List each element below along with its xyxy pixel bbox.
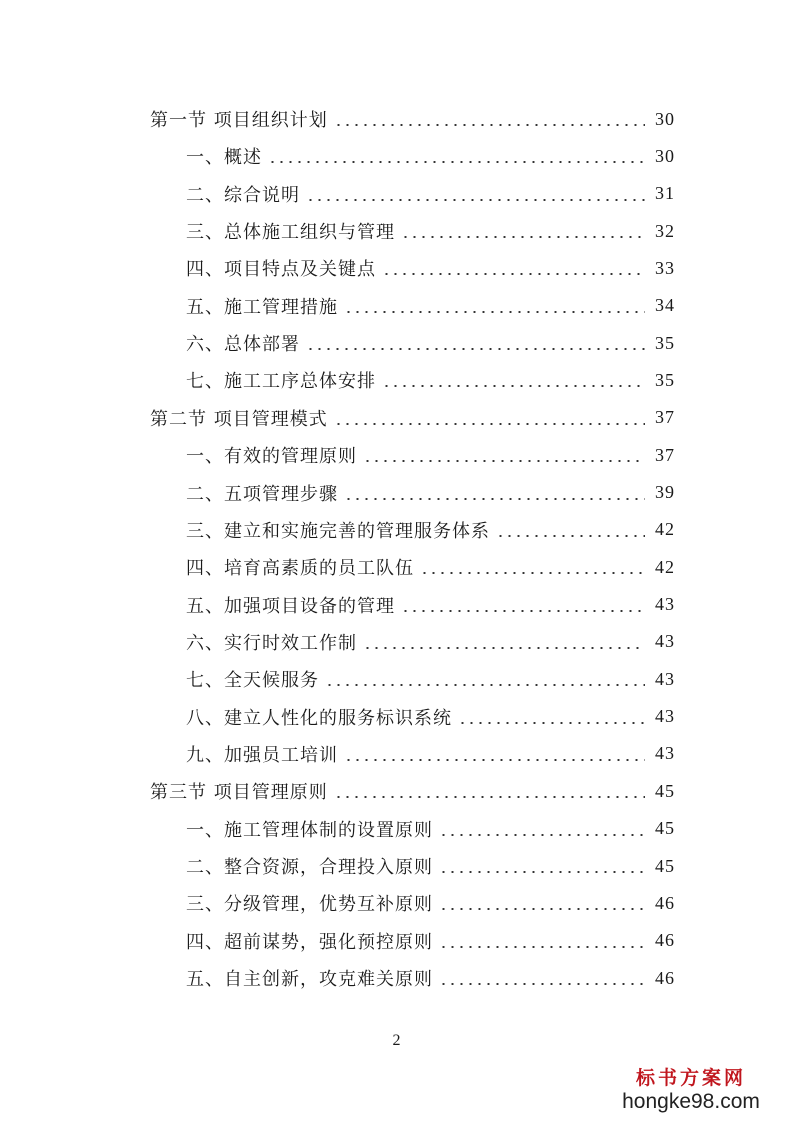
toc-entry-page: 34 — [655, 295, 675, 316]
toc-entry-title: 四、培育高素质的员工队伍 — [186, 558, 414, 580]
toc-entry-title: 二、综合说明 — [186, 184, 300, 206]
toc-entry-page: 37 — [655, 407, 675, 428]
toc-subsection-entry — [186, 963, 675, 993]
toc-entry-page: 30 — [655, 145, 675, 166]
toc-dot-leader — [458, 722, 645, 724]
toc-subsection-entry — [186, 888, 675, 918]
toc-entry-title: 八、建立人性化的服务标识系统 — [186, 707, 452, 729]
toc-dot-leader — [439, 983, 645, 985]
toc-subsection-entry — [186, 141, 675, 171]
toc-subsection-entry — [186, 926, 675, 956]
toc-subsection-entry — [186, 851, 675, 881]
toc-subsection-entry — [186, 702, 675, 732]
toc-subsection-entry — [186, 291, 675, 321]
toc-entry-title: 二、五项管理步骤 — [186, 483, 338, 505]
toc-subsection-entry — [186, 328, 675, 358]
toc-entry-page: 46 — [655, 930, 675, 951]
toc-entry-title: 第二节 项目管理模式 — [150, 408, 328, 430]
toc-entry-title: 五、施工管理措施 — [186, 296, 338, 318]
watermark-site-name: 标书方案网 — [635, 1067, 746, 1089]
toc-section-entry — [150, 403, 675, 433]
toc-dot-leader — [306, 199, 645, 201]
toc-entry-title: 五、加强项目设备的管理 — [186, 595, 395, 617]
toc-entry-page: 45 — [655, 780, 675, 801]
toc-entry-title: 七、全天候服务 — [186, 670, 319, 692]
toc-dot-leader — [439, 834, 645, 836]
toc-entry-page: 33 — [655, 257, 675, 278]
toc-entry-page: 42 — [655, 556, 675, 577]
watermark-site-url: hongke98.com — [622, 1090, 760, 1113]
toc-dot-leader — [363, 647, 645, 649]
toc-entry-title: 六、实行时效工作制 — [186, 632, 357, 654]
toc-dot-leader — [363, 460, 645, 462]
site-watermark — [611, 1066, 771, 1114]
toc-dot-leader — [439, 871, 645, 873]
toc-entry-title: 三、建立和实施完善的管理服务体系 — [186, 520, 490, 542]
toc-section-entry — [150, 776, 675, 806]
toc-entry-page: 37 — [655, 444, 675, 465]
toc-subsection-entry — [186, 552, 675, 582]
toc-entry-title: 一、有效的管理原则 — [186, 446, 357, 468]
toc-entry-title: 七、施工工序总体安排 — [186, 371, 376, 393]
toc-subsection-entry — [186, 440, 675, 470]
toc-subsection-entry — [186, 478, 675, 508]
toc-dot-leader — [334, 423, 645, 425]
toc-entry-page: 30 — [655, 108, 675, 129]
toc-dot-leader — [306, 348, 645, 350]
toc-subsection-entry — [186, 664, 675, 694]
toc-entry-page: 42 — [655, 519, 675, 540]
toc-entry-title: 三、分级管理，优势互补原则 — [186, 894, 433, 916]
toc-entry-page: 35 — [655, 332, 675, 353]
toc-entry-page: 43 — [655, 743, 675, 764]
toc-entry-page: 46 — [655, 892, 675, 913]
toc-dot-leader — [496, 535, 645, 537]
toc-entry-title: 四、超前谋势，强化预控原则 — [186, 931, 433, 953]
toc-entry-page: 39 — [655, 482, 675, 502]
toc-entry-title: 六、总体部署 — [186, 334, 300, 356]
toc-subsection-entry — [186, 627, 675, 657]
toc-dot-leader — [401, 610, 645, 612]
toc-subsection-entry — [186, 253, 675, 283]
toc-entry-title: 二、整合资源，合理投入原则 — [186, 857, 433, 878]
toc-subsection-entry — [186, 814, 675, 844]
toc-entry-title: 三、总体施工组织与管理 — [186, 222, 395, 244]
toc-entry-page: 46 — [655, 967, 675, 988]
toc-dot-leader — [344, 498, 645, 500]
toc-subsection-entry — [186, 590, 675, 620]
toc-entry-page: 31 — [655, 183, 675, 204]
toc-entry-title: 第三节 项目管理原则 — [150, 782, 328, 804]
toc-subsection-entry — [186, 179, 675, 209]
toc-dot-leader — [439, 946, 645, 948]
toc-dot-leader — [439, 908, 645, 910]
toc-dot-leader — [382, 385, 645, 387]
toc-dot-leader — [382, 273, 645, 275]
toc-dot-leader — [334, 124, 645, 126]
toc-entry-title: 一、施工管理体制的设置原则 — [186, 819, 433, 841]
toc-entry-page: 45 — [655, 818, 675, 839]
toc-dot-leader — [268, 161, 645, 163]
toc-subsection-entry — [186, 515, 675, 545]
toc-dot-leader — [401, 236, 645, 238]
toc-entry-title: 五、自主创新，攻克难关原则 — [186, 969, 433, 991]
toc-entry-page: 43 — [655, 706, 675, 727]
page-number: 2 — [392, 1032, 401, 1049]
toc-entry-title: 四、项目特点及关键点 — [186, 259, 376, 281]
toc-section-entry — [150, 104, 675, 134]
toc-entry-page: 45 — [655, 855, 675, 876]
toc-entry-title: 九、加强员工培训 — [186, 744, 338, 766]
toc-entry-page: 43 — [655, 594, 675, 615]
toc-dot-leader — [420, 572, 645, 574]
toc-subsection-entry — [186, 365, 675, 395]
toc-subsection-entry — [186, 739, 675, 769]
toc-dot-leader — [344, 311, 645, 313]
toc-dot-leader — [334, 796, 645, 798]
toc-entry-page: 32 — [655, 220, 675, 241]
toc-entry-title: 第一节 项目组织计划 — [150, 110, 328, 131]
toc-entry-page: 43 — [655, 668, 675, 689]
toc-dot-leader — [344, 759, 645, 761]
toc-dot-leader — [325, 684, 645, 686]
toc-subsection-entry — [186, 216, 675, 246]
toc-entry-title: 一、概述 — [186, 147, 262, 169]
toc-entry-page: 35 — [655, 369, 675, 390]
toc-entry-page: 43 — [655, 631, 675, 652]
